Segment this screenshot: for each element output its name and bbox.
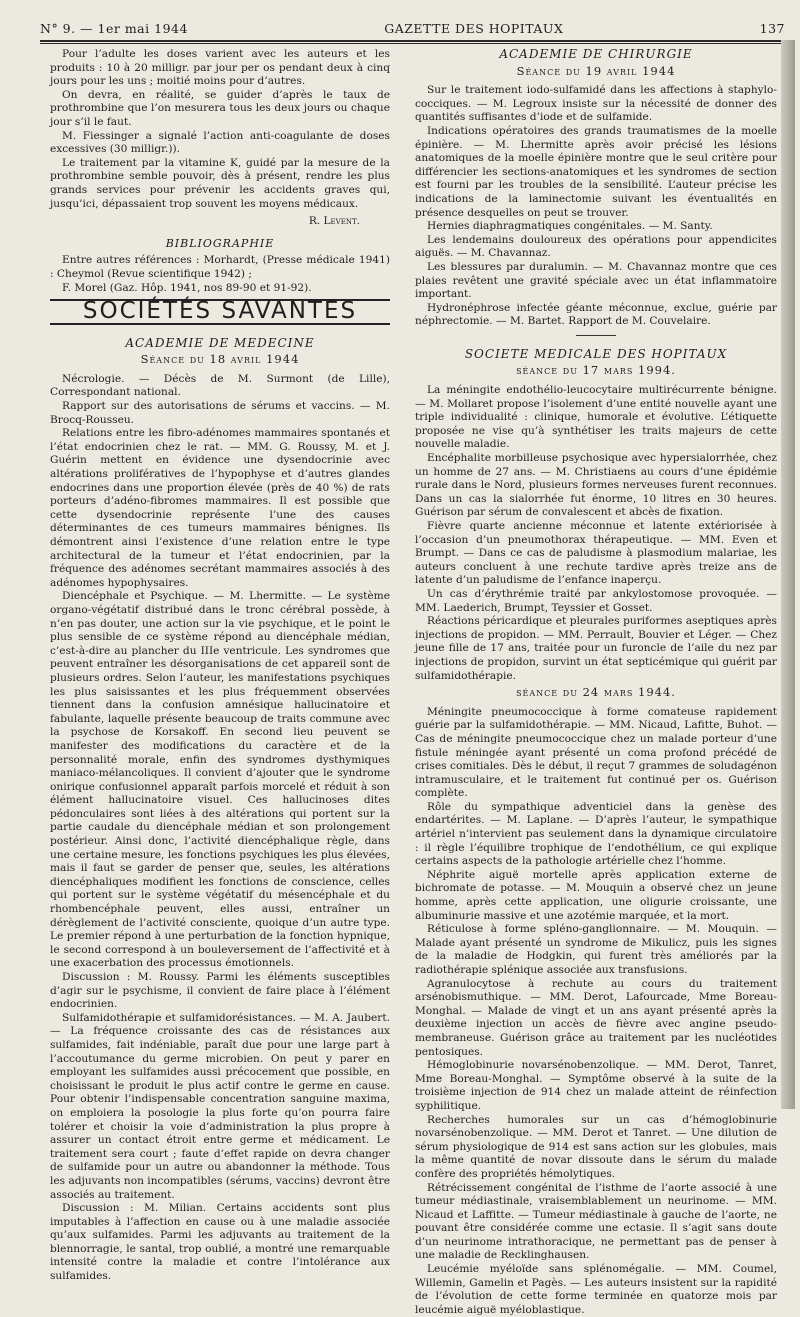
bibliography-entry: F. Morel (Gaz. Hôp. 1941, nos 89-90 et 91-92). [62, 281, 312, 294]
article-paragraph: Discussion : M. Milian. Certains accidents sont plus imputables à l’affection en cause ou à une maladie associée qu’aux sulfamides. Parmi les adjuvants au traitement de la blennorragie, le santal, trop oublié, a montré une remarquable intensité contre la maladie et contre l’intolérance aux sulfamides. [50, 1202, 390, 1283]
article-paragraph: Discussion : M. Roussy. Parmi les éléments susceptibles d’agir sur le psychisme, il convient de faire place à l’élément endocrinien. [50, 971, 390, 1011]
page-header [40, 14, 785, 42]
intro-paragraph: Pour l’adulte les doses varient avec les auteurs et les produits : 10 à 20 milligr. par jour per os pendant deux à cinq jours pour les uns ; moitié moins pour d’autres. [50, 48, 390, 88]
intro-paragraph: Le traitement par la vitamine K, guidé par la mesure de la prothrombine semble pouvoir, dès à présent, rendre les plus grands services pour prévenir les accidents graves qui, jusqu’ici, dépassaient trop souvent les moyens médicaux. [50, 156, 390, 210]
article-paragraph: Un cas d’érythrémie traité par ankylostomose provoquée. — MM. Laederich, Brumpt, Teyssier et Gosset. [415, 587, 777, 614]
article-paragraph: Diencéphale et Psychique. — M. Lhermitte. — Le système organo-végétatif distribué dans le tronc cérébral possède, à n’en pas douter, une action sur la vie psychique, et le point le plus sensible de ce système répond au diencéphale médian, c’est-à-dire au plancher du IIIe ventricule. Les syndromes que peuvent entraîner les désorganisations de cet appareil sont de plusieurs ordres. Selon l’auteur, les manifestations psychiques les plus saisissantes et les plus fréquemment observées tiennent dans la confusion amnésique hallucinatoire et fabulante, laquelle présente beaucoup de traits commune avec la psychose de Korsakoff. En second lieu peuvent se manifester des modifications du caractère et de la personnalité morale, enfin des syndromes dysthymiques maniaco-mélancoliques. Il convient d’ajouter que le syndrome onirique confusionnel apparaît parfois morcelé et réduit à son élément hallucinatoire visuel. Ces hallucinoses dites pédonculaires sont liées à des altérations qui portent sur la partie caudale du diencéphale médian et son prolongement postérieur. Ainsi donc, l’activité diencéphalique règle, dans une certaine mesure, les fonctions psychiques les plus élevées, mais il faut se garder de penser que, seules, les altérations diencéphaliques modifient les fonctions de conscience, celles qui portent sur le système végétatif du mésencéphale et du rhombencéphale peuvent, elles aussi, entraîner un dérèglement de l’activité consciente, quoique d’un autre type. Le premier répond à une perturbation de la fonction hypnique, le second correspond à un bouleversement de l’affectivité et à une exacerbation des processus émotionnels. [50, 590, 390, 970]
article-paragraph: Relations entre les fibro-adénomes mammaires spontanés et l’état endocrinien chez le rat. — MM. G. Roussy, M. et J. Guérin mettent en évidence une dysendocrinie avec altérations prolifératives de l’hypophyse et d’autres glandes endocrines dans une proportion élevée (près de 40 %) de rats porteurs d’adéno-fibromes mammaires. Il est possible que cette dysendocrinie représente l’une des causes déterminantes de ces tumeurs mammaires bénignes. Ils démontrent ainsi l’existence d’une relation entre le type architectural de la tumeur et l’état endocrinien, par la fréquence des adénomes secrétant mammaires associés à des adénomes hypophysaires. [50, 427, 390, 589]
article-paragraph: Nécrologie. — Décès de M. Surmont (de Lille), Correspondant national. [50, 372, 390, 399]
article-paragraph: Encéphalite morbilleuse psychosique avec hypersialorrhée, chez un homme de 27 ans. — M. Christiaens au cours d’une épidémie rurale dans le Nord, plusieurs formes nerveuses furent reconnues. Dans un cas la sialorrhée fut énorme, 10 litres en 30 heures. Guérison par sérum de convalescent et abcès de fixation. [415, 452, 777, 519]
section-title: SOCIÉTÉS SAVANTES [50, 299, 390, 325]
journal-title: GAZETTE DES HOPITAUX [384, 21, 564, 36]
header-rule [40, 43, 785, 44]
session-date: séance du 24 mars 1944. [516, 685, 676, 700]
article-paragraph: Fièvre quarte ancienne méconnue et latente extériorisée à l’occasion d’un pneumothorax thérapeutique. — MM. Even et Brumpt. — Dans ce cas de paludisme à plasmodium malariae, les auteurs concluent à une rechute tardive après treize ans de latente d’un paludisme de l’enfance inaperçu. [415, 520, 777, 587]
session-date: séance du 17 mars 1994. [516, 363, 676, 378]
page-number: 137 [759, 21, 785, 36]
intro-paragraph: M. Fiessinger a signalé l’action anti-coagulante de doses excessives (30 milligr.)). [50, 129, 390, 156]
academy-heading: ACADEMIE DE MEDECINE [125, 335, 315, 350]
article-paragraph: Hydronéphrose infectée géante méconnue, exclue, guérie par néphrectomie. — M. Bartet. Rapport de M. Couvelaire. [415, 301, 777, 328]
article-paragraph: Hernies diaphragmatiques congénitales. — M. Santy. [427, 220, 713, 233]
article-paragraph: La méningite endothélio-leucocytaire multirécurrente bénigne. — M. Mollaret propose l’isolement d’une entité nouvelle ayant une triple individualité : clinique, humorale et évolutive. L’étiquette proposée ne vise qu’à synthétiser les traits majeurs de cette nouvelle maladie. [415, 384, 777, 451]
article-paragraph: Leucémie myéloïde sans splénomégalie. — MM. Coumel, Willemin, Gamelin et Pagès. — Les auteurs insistent sur la rapidité de l’évolution de cette forme terminée en quatorze mois par leucémie aiguë myéloblastique. [415, 1263, 777, 1316]
author-signature: R. Levent. [308, 215, 360, 228]
session-date: Séance du 18 avril 1944 [140, 352, 300, 367]
article-paragraph: Les blessures par duralumin. — M. Chavannaz montre que ces plaies revêtent une gravité spéciale avec un état inflammatoire important. [415, 260, 777, 301]
article-paragraph: Sur le traitement iodo-sulfamidé dans les affections à staphylo-cocciques. — M. Legroux insiste sur la nécessité de donner des quantités suffisantes d’iode et de sulfamide. [415, 84, 777, 124]
article-paragraph: Néphrite aiguë mortelle après application externe de bichromate de potasse. — M. Mouquin a observé chez un jeune homme, après cette application, une oligurie croissante, une albuminurie massive et une azotémie marquée, et la mort. [415, 868, 777, 922]
session-date: Séance du 19 avril 1944 [516, 63, 676, 78]
article-paragraph: Réticulose à forme spléno-ganglionnaire. — M. Mouquin. — Malade ayant présenté un syndrome de Mikulicz, puis les signes de la maladie de Hodgkin, qui furent très améliorés par la radiothérapie splénique associée aux transfusions. [415, 923, 777, 976]
article-paragraph: Rétrécissement congénital de l’isthme de l’aorte associé à une tumeur médiastinale, vraisemblablement un neurinome. — MM. Nicaud et Laffitte. — Tumeur médiastinale à gauche de l’aorte, ne pouvant être considérée comme une ectasie. Il s’agit sans doute d’un neurinome intrathoracique, ne permettant pas de penser à une maladie de Recklinghausen. [415, 1181, 777, 1262]
issue-number: N° 9. — 1er mai 1944 [40, 21, 188, 36]
divider [576, 335, 616, 336]
article-paragraph: Indications opératoires des grands traumatismes de la moelle épinière. — M. Lhermitte après avoir précisé les lésions anatomiques de la moelle épinière montre que le seul critère pour différencier les sections-anatomiques et les syndromes de section est fourni par les troubles de la sensibilité. L’auteur précise les indications de la laminectomie suivant les éventualités en présence desquelles on peut se trouver. [415, 124, 777, 219]
right-column [415, 47, 777, 1316]
society-heading: SOCIETE MEDICALE DES HOPITAUX [464, 346, 728, 361]
article-paragraph: Sulfamidothérapie et sulfamidorésistances. — M. A. Jaubert. — La fréquence croissante des cas de résistances aux sulfamides, fait indéniable, paraît due pour une large part à l’accoutumance du germe microbien. On peut y parer en employant les sulfamides aussi précocement que possible, en choisissant le produit le plus actif contre le germe en cause. Pour obtenir l’indispensable concentration sanguine maxima, on emploiera la posologie la plus forte qu’on pourra faire tolérer et choisir la voie d’administration la plus propre à assurer un contact étroit entre germe et médicament. Le traitement sera court ; faute d’effet rapide on devra changer de sulfamide pour un autre ou abandonner la méthode. Tous les adjuvants non incompatibles (sérums, vaccins) devront être associés au traitement. [50, 1011, 390, 1201]
article-paragraph: Les lendemains douloureux des opérations pour appendicites aiguës. — M. Chavannaz. [415, 233, 777, 260]
bibliography-entry: Entre autres références : Morhardt, (Presse médicale 1941) : Cheymol (Revue scientifique 1942) ; [50, 254, 390, 280]
article-paragraph: Réactions péricardique et pleurales puriformes aseptiques après injections de propidon. — MM. Perrault, Bouvier et Léger. — Chez jeune fille de 17 ans, traitée pour un furoncle de l’aile du nez par injections de propidon, survint un état septicémique qui guérit par sulfamidothérapie. [415, 615, 777, 682]
page-edge-shadow [781, 40, 795, 1109]
article-paragraph: Hémoglobinurie novarsénobenzolique. — MM. Derot, Tanret, Mme Boreau-Monghal. — Symptôme observé à la suite de la troisième injection de 914 chez un malade atteint de réinfection syphilitique. [415, 1059, 777, 1112]
left-column [50, 48, 390, 1283]
article-paragraph: Rapport sur des autorisations de sérums et vaccins. — M. Brocq-Rousseu. [50, 400, 390, 426]
academy-heading: ACADEMIE DE CHIRURGIE [499, 47, 693, 61]
intro-paragraph: On devra, en réalité, se guider d’après le taux de prothrombine que l’on mesurera tous les deux jours ou chaque jour s’il le faut. [50, 88, 390, 128]
bibliography-heading: BIBLIOGRAPHIE [165, 236, 275, 250]
article-paragraph: Méningite pneumococcique à forme comateuse rapidement guérie par la sulfamidothérapie. — MM. Nicaud, Lafitte, Buhot. — Cas de méningite pneumococcique chez un malade porteur d’une fistule méningée ayant présenté un coma profond précédé de crises comitiales. Dès le début, il reçut 7 grammes de soludagénon intramusculaire, et le traitement fut continué per os. Guérison complète. [415, 705, 777, 800]
article-paragraph: Recherches humorales sur un cas d’hémoglobinurie novarsénobenzolique. — MM. Derot et Tanret. — Une dilution de sérum physiologique de 914 est sans action sur les globules, mais la même quantité de novar dissoute dans le sérum du malade confère des propriétés hémolytiques. [415, 1113, 777, 1180]
article-paragraph: Agranulocytose à rechute au cours du traitement arsénobismuthique. — MM. Derot, Lafourcade, Mme Boreau-Monghal. — Malade de vingt et un ans ayant présenté après la deuxième injection un accès de fièvre avec angine pseudo-membraneuse. Guérison grâce au traitement par les nucléotides pentosiques. [415, 977, 777, 1058]
article-paragraph: Rôle du sympathique adventiciel dans la genèse des endartérites. — M. Laplane. — D’après l’auteur, le sympathique artériel n’intervient pas seulement dans la dynamique circulatoire : il règle l’équilibre trophique de l’endothélium, ce qui explique certains aspects de la pathologie artérielle chez l’homme. [415, 800, 777, 868]
